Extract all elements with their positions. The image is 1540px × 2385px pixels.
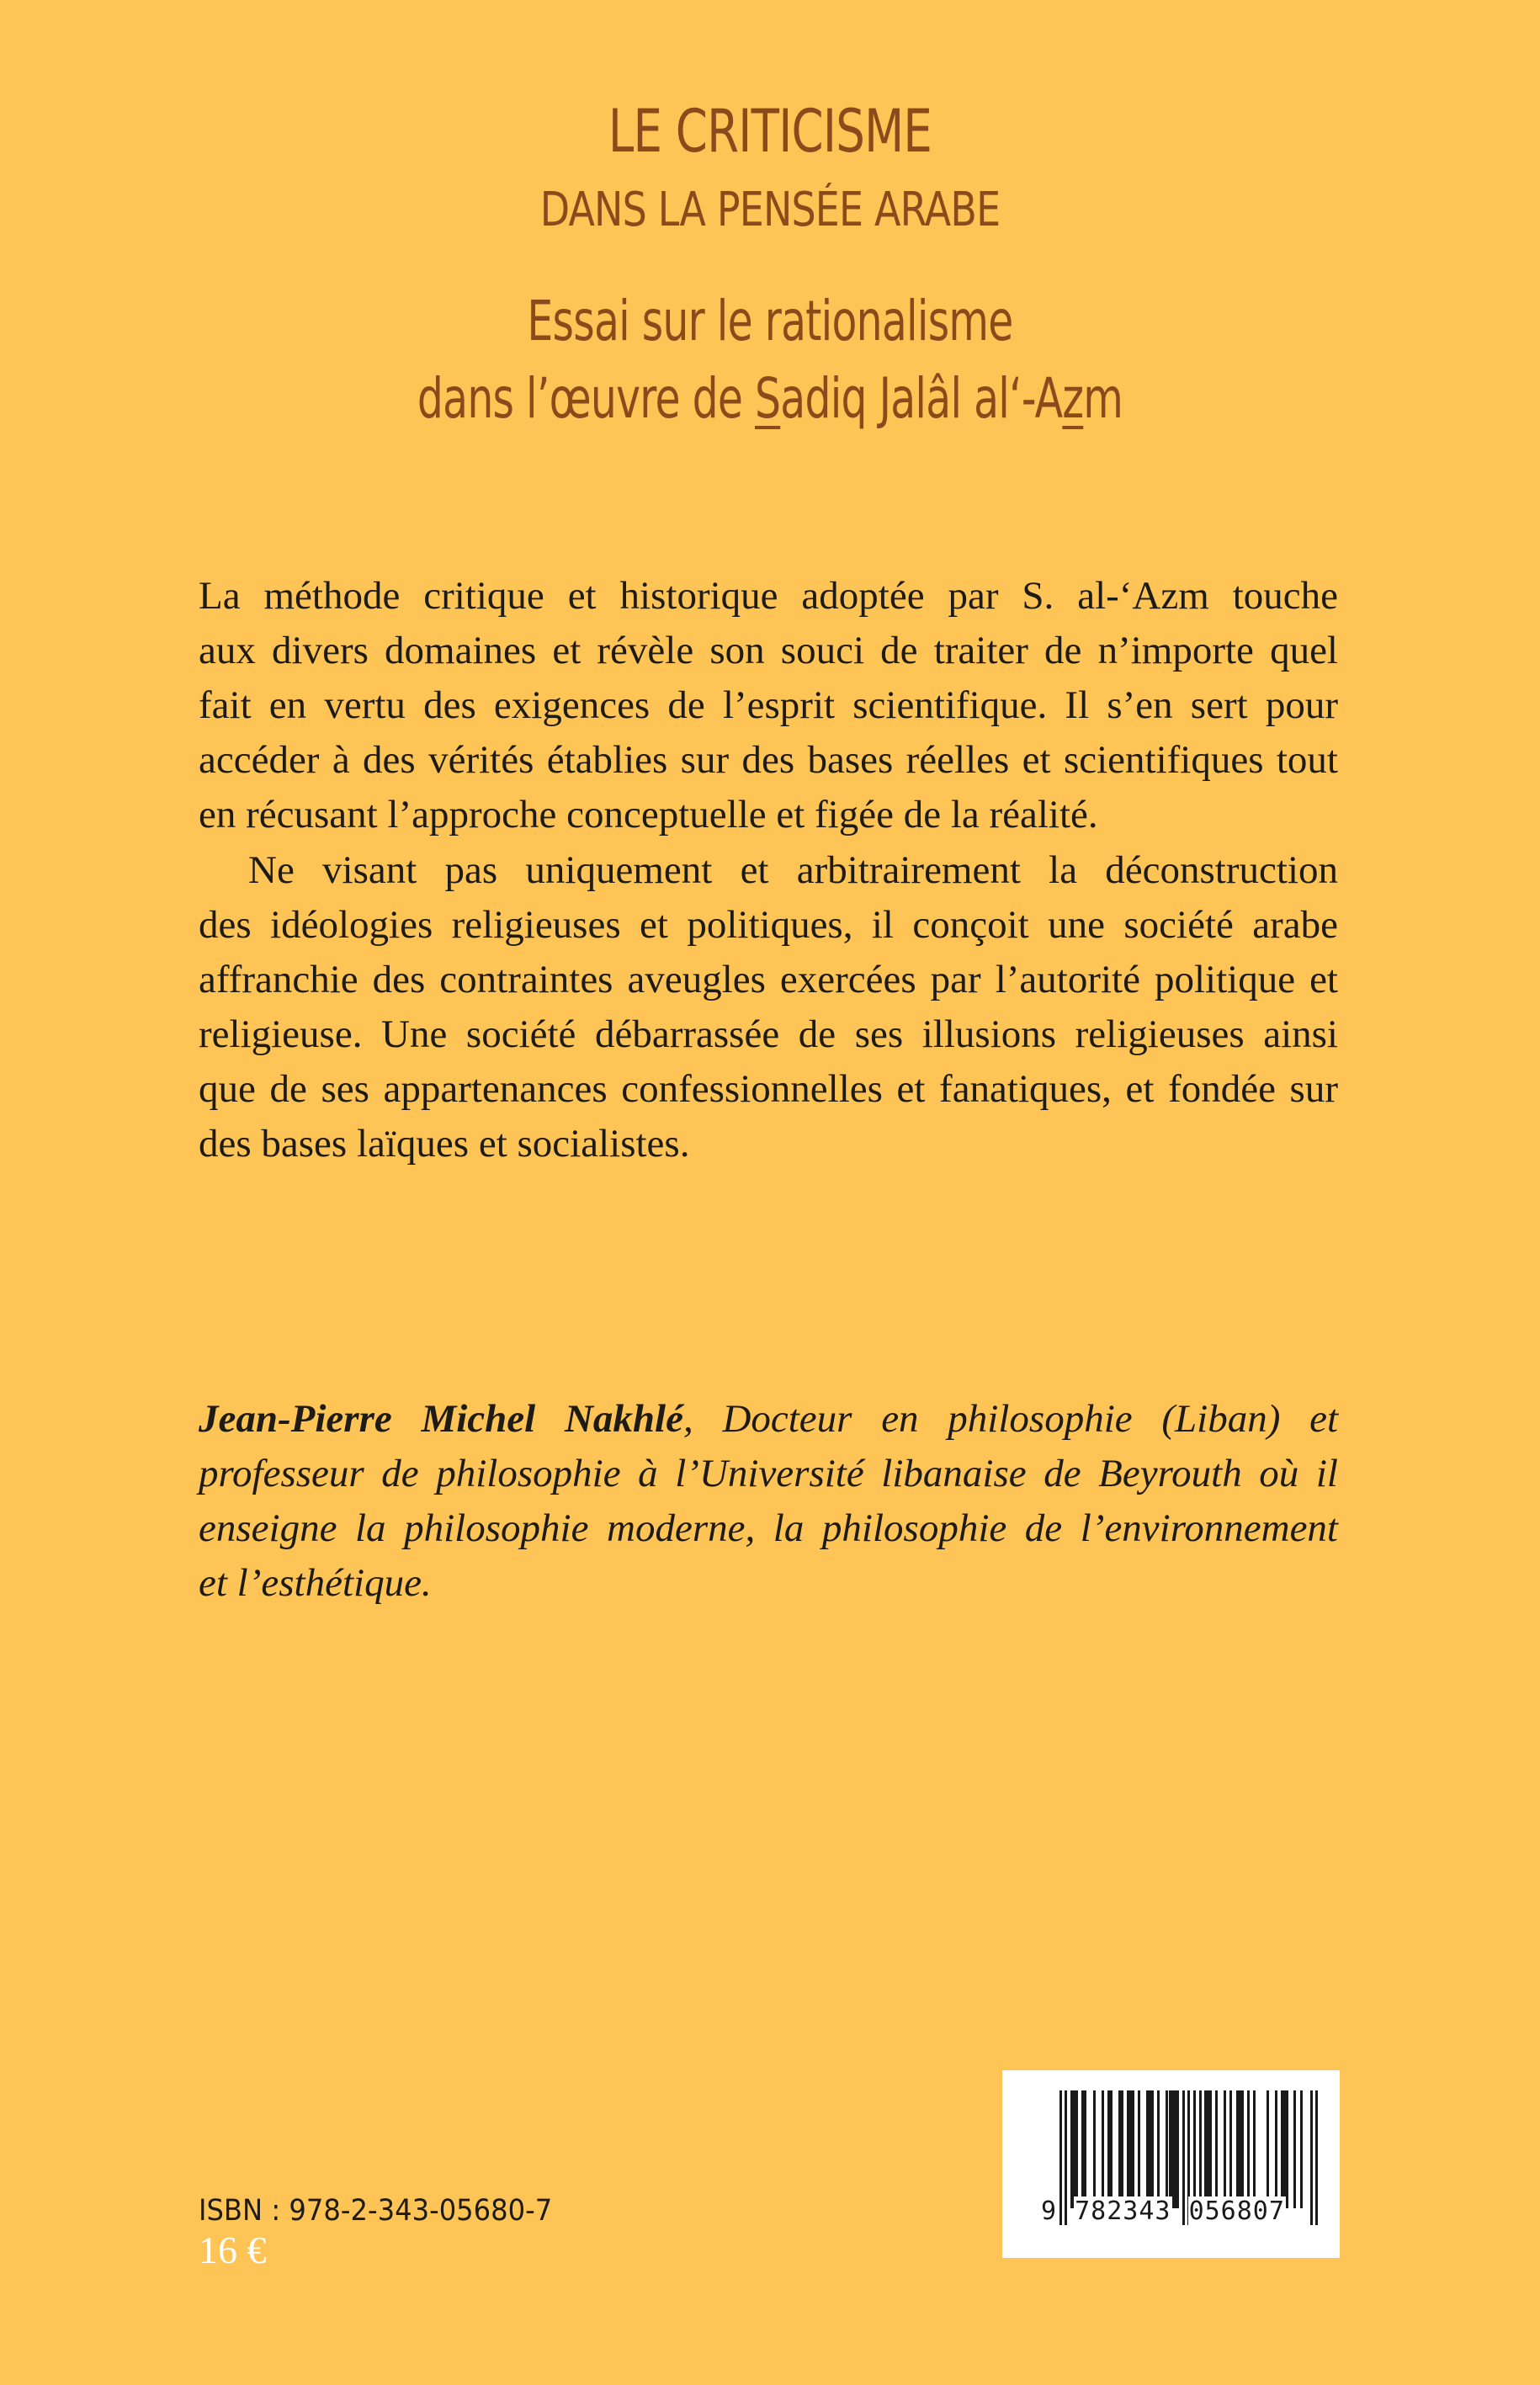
blurb-line: affranchie des contraintes aveugles exercées par l’autorité politique et — [199, 958, 1338, 1002]
blurb-paragraph-2 — [199, 843, 1338, 1172]
barcode — [1002, 2070, 1340, 2258]
blurb-line: Ne visant pas uniquement et arbitrairement la déconstruction — [248, 848, 1338, 892]
book-subtitle-line-2 — [200, 367, 1340, 431]
barcode-digits-right: 056807 — [1188, 2196, 1285, 2226]
author-bio-line-4: et l’esthétique. — [199, 1561, 432, 1606]
subtitle-prefix: dans l’œuvre de — [417, 366, 755, 431]
book-title-line-1: LE CRITICISME — [608, 97, 932, 166]
subtitle-suffix: m — [1083, 366, 1123, 431]
blurb-line: en récusant l’approche conceptuelle et figée de la réalité. — [199, 793, 1098, 837]
blurb-line: accéder à des vérités établies sur des bases réelles et scientifiques tout — [199, 738, 1338, 783]
barcode-digit-first: 9 — [1041, 2196, 1058, 2226]
blurb-line: La méthode critique et historique adoptée par S. al-‘Azm touche — [199, 574, 1338, 618]
author-name: Jean-Pierre Michel Nakhlé — [199, 1397, 683, 1441]
isbn-label: ISBN : 978-2-343-05680-7 — [199, 2194, 553, 2228]
author-bio-line-3: enseigne la philosophie moderne, la philosophie de l’environnement — [199, 1506, 1338, 1551]
blurb-paragraph-1 — [199, 569, 1338, 842]
blurb-line: aux divers domaines et révèle son souci de traiter de n’importe quel — [199, 629, 1338, 673]
blurb-line: religieuse. Une société débarrassée de ses illusions religieuses ainsi — [199, 1012, 1338, 1057]
subtitle-underlined-z: z — [1062, 366, 1084, 431]
author-bio — [199, 1392, 1338, 1611]
blurb-line: fait en vertu des exigences de l’esprit scientifique. Il s’en sert pour — [199, 683, 1338, 728]
book-subtitle-line-1: Essai sur le rationalisme — [527, 289, 1013, 353]
author-bio-line-2: professeur de philosophie à l’Université libanaise de Beyrouth où il — [199, 1452, 1338, 1496]
blurb-line: des bases laïques et socialistes. — [199, 1122, 690, 1166]
author-bio-text: , Docteur en philosophie (Liban) et — [682, 1397, 1338, 1441]
price-label: 16 € — [199, 2228, 267, 2271]
blurb-line: que de ses appartenances confessionnelles et fanatiques, et fondée sur — [199, 1067, 1338, 1112]
author-bio-line-1 — [199, 1392, 1338, 1447]
subtitle-underlined-s: S — [754, 366, 781, 431]
book-title-line-2: DANS LA PENSÉE ARABE — [539, 183, 1001, 237]
barcode-digits — [1040, 2196, 1309, 2226]
blurb-line: des idéologies religieuses et politiques, il conçoit une société arabe — [199, 903, 1338, 948]
barcode-digits-left: 782343 — [1075, 2196, 1171, 2226]
subtitle-mid: adiq Jalâl al‘-A — [780, 366, 1063, 431]
